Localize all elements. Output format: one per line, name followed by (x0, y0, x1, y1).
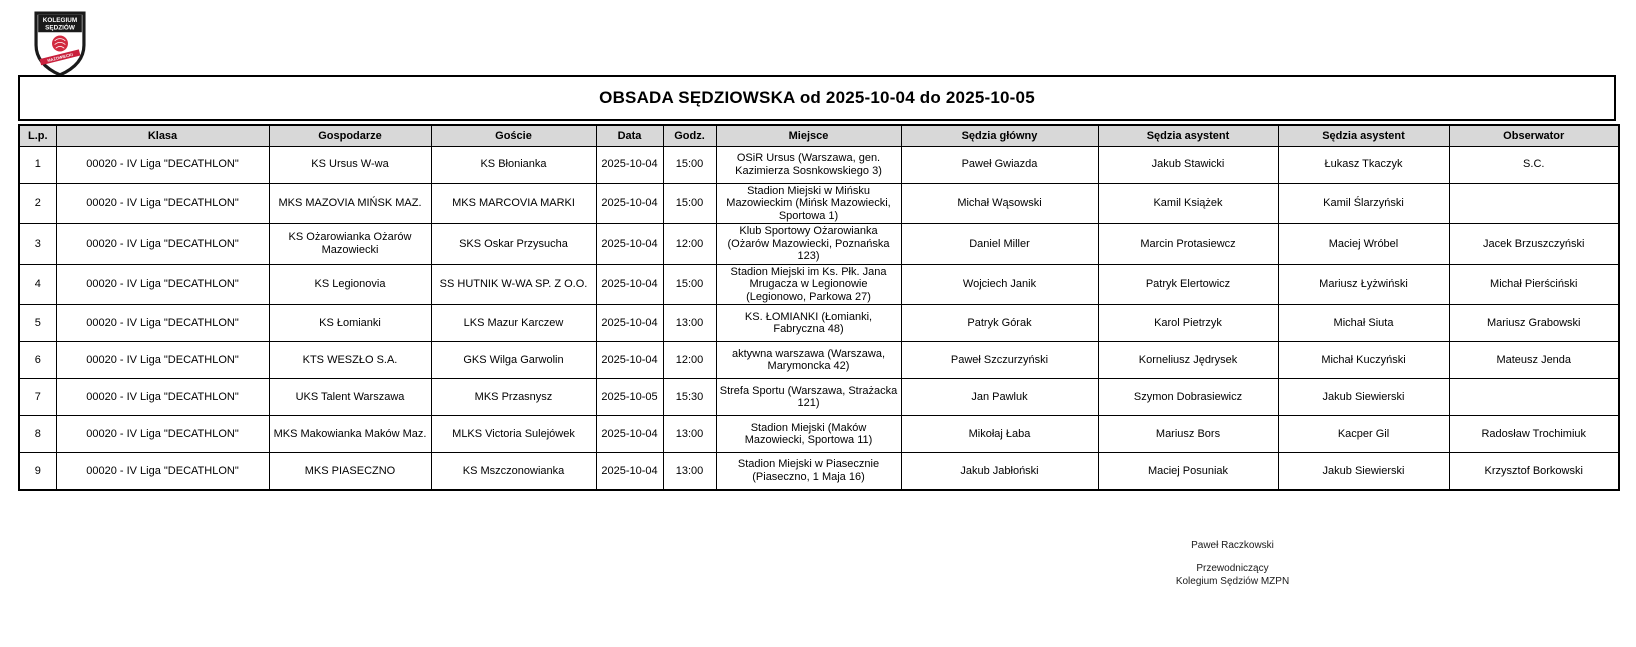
table-row (19, 146, 1619, 183)
table-row (19, 379, 1619, 416)
cell-sedzia-asystent-2: Łukasz Tkaczyk (1278, 146, 1449, 183)
cell-sedzia-asystent-1: Patryk Elertowicz (1098, 264, 1278, 305)
cell-klasa: 00020 - IV Liga "DECATHLON" (56, 379, 269, 416)
cell-godz: 13:00 (663, 305, 716, 342)
cell-goscie: MKS MARCOVIA MARKI (431, 183, 596, 224)
logo-line2: SĘDZIÓW (45, 24, 75, 32)
cell-sedzia-asystent-2: Jakub Siewierski (1278, 379, 1449, 416)
column-header-klasa: Klasa (56, 125, 269, 146)
cell-obserwator: Mariusz Grabowski (1449, 305, 1619, 342)
column-header-goscie: Goście (431, 125, 596, 146)
table-row (19, 183, 1619, 224)
cell-lp: 9 (19, 453, 56, 490)
cell-obserwator: Krzysztof Borkowski (1449, 453, 1619, 490)
cell-sedzia-glowny: Daniel Miller (901, 224, 1098, 265)
cell-sedzia-asystent-1: Karol Pietrzyk (1098, 305, 1278, 342)
cell-gospodarze: MKS MAZOVIA MIŃSK MAZ. (269, 183, 431, 224)
cell-sedzia-asystent-1: Maciej Posuniak (1098, 453, 1278, 490)
cell-lp: 6 (19, 342, 56, 379)
cell-sedzia-asystent-2: Jakub Siewierski (1278, 453, 1449, 490)
cell-sedzia-asystent-1: Jakub Stawicki (1098, 146, 1278, 183)
cell-obserwator: S.C. (1449, 146, 1619, 183)
cell-lp: 4 (19, 264, 56, 305)
cell-miejsce: aktywna warszawa (Warszawa, Marymoncka 42) (716, 342, 901, 379)
cell-sedzia-glowny: Patryk Górak (901, 305, 1098, 342)
page-title: OBSADA SĘDZIOWSKA od 2025-10-04 do 2025-10-05 (599, 88, 1035, 107)
cell-gospodarze: KS Ursus W-wa (269, 146, 431, 183)
cell-goscie: KS Mszczonowianka (431, 453, 596, 490)
cell-godz: 15:00 (663, 183, 716, 224)
cell-klasa: 00020 - IV Liga "DECATHLON" (56, 305, 269, 342)
cell-gospodarze: UKS Talent Warszawa (269, 379, 431, 416)
cell-data: 2025-10-04 (596, 453, 663, 490)
column-header-obserwator: Obserwator (1449, 125, 1619, 146)
cell-klasa: 00020 - IV Liga "DECATHLON" (56, 146, 269, 183)
cell-sedzia-glowny: Wojciech Janik (901, 264, 1098, 305)
cell-data: 2025-10-04 (596, 224, 663, 265)
cell-klasa: 00020 - IV Liga "DECATHLON" (56, 183, 269, 224)
cell-data: 2025-10-05 (596, 379, 663, 416)
cell-godz: 13:00 (663, 416, 716, 453)
cell-sedzia-glowny: Paweł Szczurzyński (901, 342, 1098, 379)
cell-goscie: LKS Mazur Karczew (431, 305, 596, 342)
cell-data: 2025-10-04 (596, 146, 663, 183)
column-header-sedzia-asystent-2: Sędzia asystent (1278, 125, 1449, 146)
cell-sedzia-glowny: Michał Wąsowski (901, 183, 1098, 224)
cell-sedzia-glowny: Jakub Jabłoński (901, 453, 1098, 490)
cell-goscie: KS Błonianka (431, 146, 596, 183)
table-row (19, 416, 1619, 453)
logo-line1: KOLEGIUM (42, 17, 78, 25)
cell-data: 2025-10-04 (596, 264, 663, 305)
cell-lp: 3 (19, 224, 56, 265)
cell-sedzia-asystent-2: Maciej Wróbel (1278, 224, 1449, 265)
logo-ribbon-text: MAZOWIECKI (46, 51, 74, 63)
cell-obserwator: Michał Pierściński (1449, 264, 1619, 305)
table-row (19, 342, 1619, 379)
cell-miejsce: KS. ŁOMIANKI (Łomianki, Fabryczna 48) (716, 305, 901, 342)
cell-gospodarze: KS Ożarowianka Ożarów Mazowiecki (269, 224, 431, 265)
cell-gospodarze: KS Łomianki (269, 305, 431, 342)
cell-miejsce: Stadion Miejski (Maków Mazowiecki, Sportowa 11) (716, 416, 901, 453)
cell-lp: 7 (19, 379, 56, 416)
cell-gospodarze: MKS PIASECZNO (269, 453, 431, 490)
cell-klasa: 00020 - IV Liga "DECATHLON" (56, 264, 269, 305)
cell-data: 2025-10-04 (596, 342, 663, 379)
cell-obserwator: Mateusz Jenda (1449, 342, 1619, 379)
cell-gospodarze: KS Legionovia (269, 264, 431, 305)
cell-klasa: 00020 - IV Liga "DECATHLON" (56, 224, 269, 265)
cell-klasa: 00020 - IV Liga "DECATHLON" (56, 416, 269, 453)
cell-sedzia-asystent-1: Szymon Dobrasiewicz (1098, 379, 1278, 416)
column-header-sedzia-asystent-1: Sędzia asystent (1098, 125, 1278, 146)
cell-miejsce: OSiR Ursus (Warszawa, gen. Kazimierza Sosnkowskiego 3) (716, 146, 901, 183)
cell-sedzia-glowny: Mikołaj Łaba (901, 416, 1098, 453)
cell-sedzia-asystent-2: Michał Kuczyński (1278, 342, 1449, 379)
cell-sedzia-glowny: Paweł Gwiazda (901, 146, 1098, 183)
table-row (19, 305, 1619, 342)
column-header-sedzia-glowny: Sędzia główny (901, 125, 1098, 146)
cell-gospodarze: KTS WESZŁO S.A. (269, 342, 431, 379)
cell-miejsce: Stadion Miejski im Ks. Płk. Jana Mrugacza w Legionowie (Legionowo, Parkowa 27) (716, 264, 901, 305)
cell-data: 2025-10-04 (596, 305, 663, 342)
cell-goscie: GKS Wilga Garwolin (431, 342, 596, 379)
cell-lp: 8 (19, 416, 56, 453)
cell-lp: 1 (19, 146, 56, 183)
column-header-gospodarze: Gospodarze (269, 125, 431, 146)
cell-data: 2025-10-04 (596, 416, 663, 453)
cell-goscie: SS HUTNIK W-WA SP. Z O.O. (431, 264, 596, 305)
cell-miejsce: Klub Sportowy Ożarowianka (Ożarów Mazowiecki, Poznańska 123) (716, 224, 901, 265)
cell-miejsce: Stadion Miejski w Piasecznie (Piaseczno, 1 Maja 16) (716, 453, 901, 490)
column-header-godz: Godz. (663, 125, 716, 146)
title-box (18, 75, 1616, 121)
cell-obserwator (1449, 379, 1619, 416)
logo-crest (52, 35, 68, 51)
table-row (19, 264, 1619, 305)
cell-sedzia-asystent-2: Michał Siuta (1278, 305, 1449, 342)
cell-sedzia-asystent-1: Mariusz Bors (1098, 416, 1278, 453)
cell-godz: 13:00 (663, 453, 716, 490)
column-header-data: Data (596, 125, 663, 146)
cell-sedzia-asystent-1: Korneliusz Jędrysek (1098, 342, 1278, 379)
cell-miejsce: Stadion Miejski w Mińsku Mazowieckim (Mińsk Mazowiecki, Sportowa 1) (716, 183, 901, 224)
table-row (19, 453, 1619, 490)
cell-goscie: MKS Przasnysz (431, 379, 596, 416)
cell-sedzia-asystent-2: Mariusz Łyżwiński (1278, 264, 1449, 305)
cell-goscie: MLKS Victoria Sulejówek (431, 416, 596, 453)
table-row (19, 224, 1619, 265)
signer-role-title: Przewodniczący (1196, 563, 1269, 574)
referee-assignment-table (18, 124, 1620, 491)
cell-sedzia-asystent-2: Kacper Gil (1278, 416, 1449, 453)
cell-obserwator: Jacek Brzuszczyński (1449, 224, 1619, 265)
cell-godz: 15:00 (663, 146, 716, 183)
cell-goscie: SKS Oskar Przysucha (431, 224, 596, 265)
cell-lp: 5 (19, 305, 56, 342)
signer-role-org: Kolegium Sędziów MZPN (1175, 575, 1290, 587)
cell-godz: 15:00 (663, 264, 716, 305)
cell-sedzia-asystent-1: Marcin Protasiewcz (1098, 224, 1278, 265)
cell-data: 2025-10-04 (596, 183, 663, 224)
cell-lp: 2 (19, 183, 56, 224)
signer-name: Paweł Raczkowski (1191, 540, 1274, 551)
kolegium-sedziow-logo (33, 11, 87, 77)
cell-godz: 12:00 (663, 342, 716, 379)
cell-gospodarze: MKS Makowianka Maków Maz. (269, 416, 431, 453)
cell-sedzia-glowny: Jan Pawluk (901, 379, 1098, 416)
cell-sedzia-asystent-1: Kamil Książek (1098, 183, 1278, 224)
cell-sedzia-asystent-2: Kamil Ślarzyński (1278, 183, 1449, 224)
cell-klasa: 00020 - IV Liga "DECATHLON" (56, 342, 269, 379)
cell-obserwator: Radosław Trochimiuk (1449, 416, 1619, 453)
cell-obserwator (1449, 183, 1619, 224)
column-header-miejsce: Miejsce (716, 125, 901, 146)
cell-klasa: 00020 - IV Liga "DECATHLON" (56, 453, 269, 490)
table-header-row (19, 125, 1619, 146)
cell-miejsce: Strefa Sportu (Warszawa, Strażacka 121) (716, 379, 901, 416)
cell-godz: 15:30 (663, 379, 716, 416)
column-header-lp: L.p. (19, 125, 56, 146)
cell-godz: 12:00 (663, 224, 716, 265)
signature-block (1080, 540, 1385, 588)
